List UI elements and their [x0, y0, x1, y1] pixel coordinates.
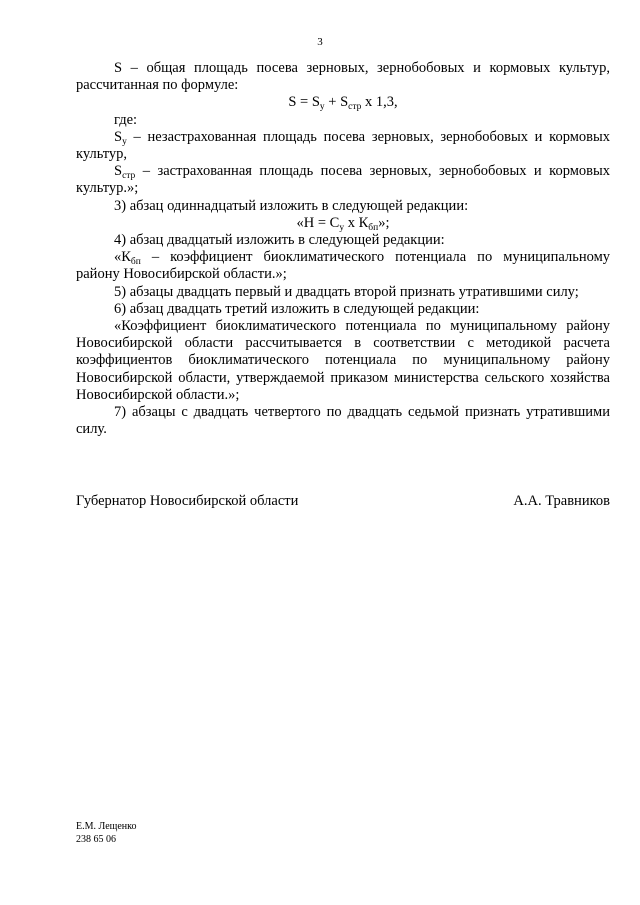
text-run: «Н = С: [296, 214, 340, 231]
text-run: – незастрахованная площадь посева зерновых, зернобобовых и кормовых культур,: [76, 128, 610, 163]
footer-author: Е.М. Лещенко: [76, 821, 137, 832]
subscript: у: [319, 102, 325, 113]
text-run: S: [114, 163, 123, 180]
paragraph: S – общая площадь посева зерновых, зернобобовых и кормовых культур, рассчитанная по формуле:: [76, 60, 610, 94]
subscript: стр: [122, 171, 136, 182]
subscript: у: [339, 222, 345, 233]
text-run: S: [114, 128, 123, 145]
paragraph: [76, 163, 610, 197]
paragraph: 6) абзац двадцать третий изложить в следующей редакции:: [114, 300, 480, 317]
paragraph: 7) абзацы с двадцать четвертого по двадцать седьмой признать утратившими силу.: [76, 404, 610, 438]
page-number: 3: [317, 36, 323, 48]
subscript: у: [122, 136, 127, 147]
subscript: бп: [368, 222, 379, 233]
text-run: S = S: [288, 94, 320, 111]
paragraph: где:: [114, 111, 138, 128]
text-run: – застрахованная площадь посева зерновых, зернобобовых и кормовых культур.»;: [76, 163, 610, 197]
signature-block: [76, 493, 610, 510]
subscript: стр: [348, 102, 362, 113]
document-body: [76, 60, 610, 438]
paragraph: [76, 94, 610, 111]
paragraph: 4) абзац двадцатый изложить в следующей редакции:: [114, 232, 445, 249]
paragraph: 3) абзац одиннадцатый изложить в следующей редакции:: [114, 197, 469, 214]
text-run: + S: [324, 94, 349, 111]
signatory-title: Губернатор Новосибирской области: [76, 493, 299, 509]
text-run: »;: [378, 214, 390, 231]
text-run: х 1,3,: [361, 94, 398, 111]
text-run: – коэффициент биоклиматического потенциала по муниципальному району Новосибирской области.»;: [76, 249, 610, 283]
paragraph: [76, 215, 610, 232]
text-run: «К: [114, 249, 131, 266]
paragraph: «Коэффициент биоклиматического потенциала по муниципальному району Новосибирской области рассчитывается в соответствии с методикой расчета коэффициентов биоклиматического потенциала по муниципальному району Новосибирской области, утверждаемой приказом министерства сельского хозяйства Новосибирской области.»;: [76, 318, 610, 403]
footer-contact: [76, 820, 137, 846]
subscript: бп: [130, 257, 141, 268]
paragraph: 5) абзацы двадцать первый и двадцать второй признать утратившими силу;: [114, 283, 579, 300]
paragraph: [76, 129, 610, 163]
text-run: х К: [344, 214, 369, 231]
footer-phone: 238 65 06: [76, 834, 116, 845]
signatory-name: А.А. Травников: [513, 493, 610, 509]
paragraph: [76, 249, 610, 283]
